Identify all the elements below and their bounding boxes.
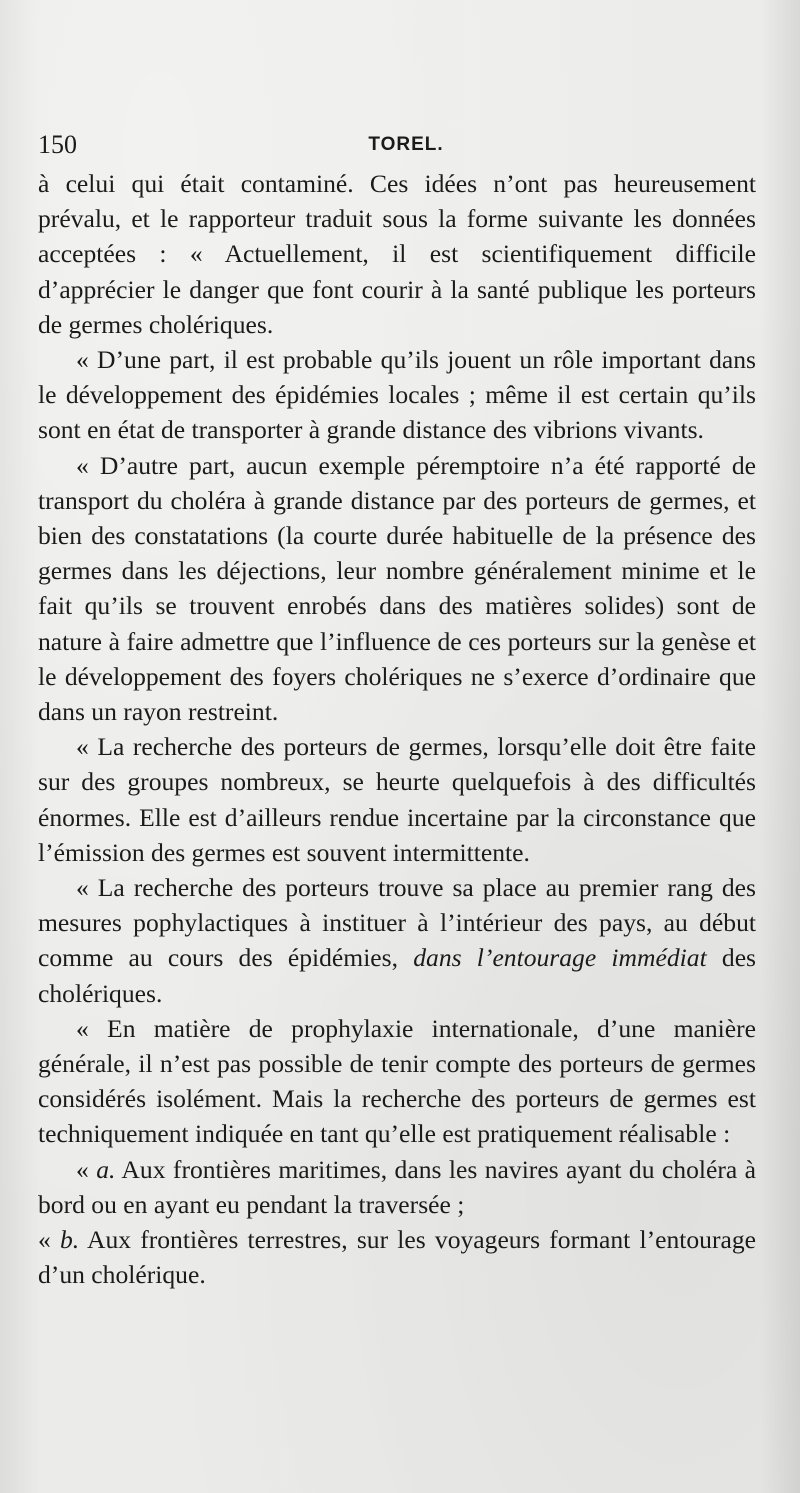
- paragraph-text: « La recherche des porteurs trouve sa place au premier rang des mesures pophylactiques à instituer à l’intérieur des pays, au début comme au cours des épidémies,: [38, 873, 756, 973]
- paragraph-text: des cholériques.: [38, 943, 757, 1008]
- italic-phrase: dans l’entourage immédiat: [413, 943, 707, 973]
- running-head: TOREL.: [368, 134, 444, 155]
- paragraph: « D’autre part, aucun exemple péremptoire n’a été rapporté de transport du choléra à grande distance par des porteurs de germes, et bien des constatations (la courte durée habituelle de la présence des germes dans les déjections, leur nombre généralement minime et le fait qu’ils se trouvent enrobés dans des matières solides) sont de nature à faire admettre que l’influence de ces porteurs sur la genèse et le développement des foyers cholériques ne s’exerce d’ordinaire que dans un rayon restreint.: [38, 450, 756, 727]
- item-text: Aux frontières terrestres, sur les voyageurs formant l’entourage d’un cholérique.: [38, 1225, 756, 1290]
- paragraph: « En matière de prophylaxie internationale, d’une manière générale, il n’est pas possible de tenir compte des porteurs de germes considérés isolément. Mais la recherche des porteurs de germes est techniquement indiquée en tant qu’elle est pratiquement réalisable :: [38, 1013, 756, 1149]
- item-text: Aux frontières maritimes, dans les navires ayant du choléra à bord ou en ayant eu pendant la traversée ;: [38, 1154, 756, 1219]
- item-label: a.: [96, 1154, 116, 1184]
- item-label: b.: [59, 1225, 80, 1255]
- paragraph: « La recherche des porteurs de germes, lorsqu’elle doit être faite sur des groupes nombreux, se heurte quelquefois à des difficultés énormes. Elle est d’ailleurs rendue incertaine par la circonstance que l’émission des germes est souvent intermittente.: [38, 732, 756, 867]
- page-header: [38, 128, 760, 162]
- paragraph: [38, 870, 756, 1011]
- list-item-a: [38, 1152, 756, 1222]
- paragraph: à celui qui était contaminé. Ces idées n’ont pas heureusement prévalu, et le rapporteur traduit sous la forme suivante les données acceptées : « Actuellement, il est scientifiquement difficile d’apprécier le danger que font courir à la santé publique les porteurs de germes cholériques.: [38, 169, 756, 339]
- list-item-b: [38, 1222, 756, 1292]
- page-number: 150: [38, 130, 77, 159]
- quote-mark: «: [76, 1154, 97, 1184]
- paragraph: « D’une part, il est probable qu’ils jouent un rôle important dans le développement des épidémies locales ; même il est certain qu’ils sont en état de transporter à grande distance des vibrions vivants.: [38, 345, 756, 445]
- quote-mark: «: [38, 1225, 60, 1255]
- body-text: [38, 166, 756, 1293]
